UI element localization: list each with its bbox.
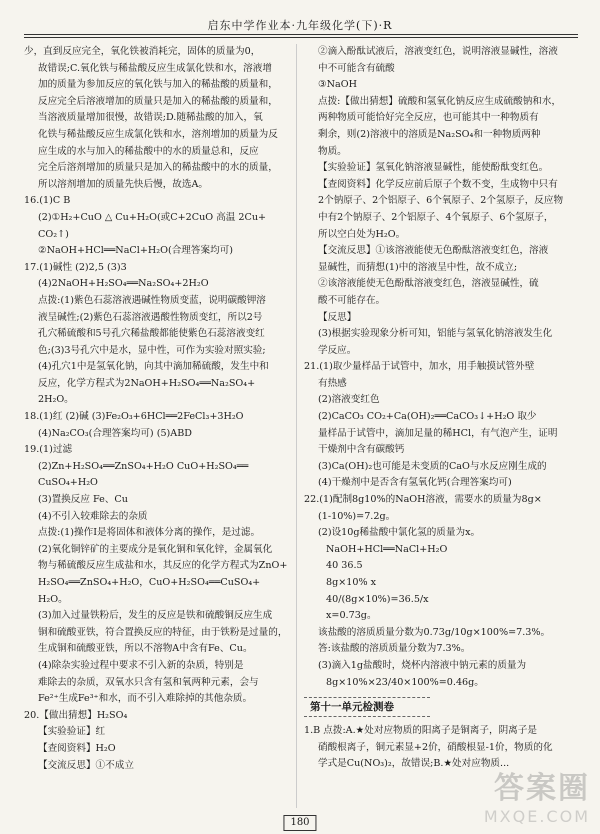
header-title: 启东中学作业本·九年级化学(下)·R <box>207 19 393 32</box>
text-line: H₂SO₄══ZnSO₄+H₂O，CuO+H₂SO₄══CuSO₄+ <box>38 577 261 588</box>
text-line: 酸不可能存在。 <box>318 294 386 306</box>
text-line: (4)不引入较难除去的杂质 <box>38 510 148 522</box>
text-line: 所以空白处为H₂O。 <box>318 228 406 240</box>
text-line: 剩余，则(2)溶液中的溶质是Na₂SO₄和一种物质两种 <box>318 128 541 140</box>
answer-17: 17.(1)碱性 (2)2,5 (3)3 <box>24 261 127 273</box>
text-line: 中有2个钠原子、2个铝原子、4个氧原子、6个氢原子， <box>318 211 554 223</box>
text-line: 两种物质可能恰好完全反应，也可能其中一种物质有 <box>318 112 539 124</box>
equation-line: NaOH+HCl══NaCl+H₂O <box>326 543 448 555</box>
text-line: 【查阅资料】化学反应前后原子个数不变，生成物中只有 <box>318 178 558 190</box>
text-line: 中不可能含有硫酸 <box>318 62 395 74</box>
text-line: 应生成的水与加入的稀盐酸中的水的质量总和，反应 <box>38 145 259 157</box>
text-line: 干燥剂中含有碳酸钙 <box>318 444 405 456</box>
equation-line: 40/(8g×10%)=36.5/x <box>326 593 429 605</box>
text-line: 【实验验证】红 <box>38 726 106 738</box>
equation-line: x=0.73g。 <box>326 610 377 622</box>
text-line: 色;(3)3号孔穴中是水，显中性，可作为实验对照实验; <box>38 344 266 356</box>
left-column <box>24 44 290 774</box>
text-line: 铜和硫酸亚铁，符合置换反应的特征，由于铁粉是过量的， <box>38 626 288 638</box>
text-line: (4)2NaOH+H₂SO₄══Na₂SO₄+2H₂O <box>38 278 209 290</box>
text-line: ②滴入酚酞试液后，溶液变红色，说明溶液显碱性，溶液 <box>318 46 558 57</box>
text-line: 该盐酸的溶质质量分数为0.73g/10g×100%=7.3%。 <box>318 626 551 638</box>
text-line: 答:该盐酸的溶质质量分数为7.3%。 <box>318 643 471 655</box>
text-line: CO₂↑) <box>38 228 69 240</box>
hint-line: 点拨:(1)操作Ⅰ是将固体和液体分离的操作，是过滤。 <box>38 527 261 539</box>
text-line: 学反应。 <box>318 344 357 356</box>
text-line: 【交流反思】①该溶液能使无色酚酞溶液变红色，溶液 <box>318 245 549 257</box>
text-line: 所以溶剂增加的质量先快后慢，故选A。 <box>38 178 209 190</box>
text-line: 有热感 <box>318 377 347 389</box>
text-line: 物质。 <box>318 145 347 157</box>
answer-18: 18.(1)红 (2)碱 (3)Fe₂O₃+6HCl══2FeCl₃+3H₂O <box>24 411 244 423</box>
text-line: (2)①H₂+CuO △ Cu+H₂O(或C+2CuO 高温 2Cu+ <box>38 211 267 223</box>
text-line: (4)孔穴1中是氢氧化钠，向其中滴加稀硫酸，发生中和 <box>38 361 269 373</box>
watermark-text: 答案圈 <box>494 771 590 806</box>
text-line: (2)氧化铜锌矿的主要成分是氧化铜和氧化锌，金属氧化 <box>38 543 273 555</box>
text-line: 液呈碱性;(2)紫色石蕊溶液遇酸性物质变红，所以2号 <box>38 311 263 323</box>
answer-21: 21.(1)取少量样品于试管中，加水，用手触摸试管外壁 <box>304 361 535 373</box>
text-line: 化铁与稀盐酸反应生成氯化铁和水，溶剂增加的质量为反 <box>38 128 278 140</box>
text-line: 【查阅资料】H₂O <box>38 742 116 754</box>
equation-line: 8g×10% x <box>326 577 377 588</box>
column-divider <box>296 44 297 808</box>
text-line: 故错误;C.氧化铁与稀盐酸反应生成氯化铁和水，溶液增 <box>38 62 272 74</box>
hint-line: 点拨:【做出猜想】硫酸和氢氧化钠反应生成硫酸钠和水， <box>318 95 562 107</box>
text-line: 【实验验证】氢氧化钠溶液显碱性，能使酚酞变红色。 <box>318 162 549 174</box>
text-line: 【反思】 <box>318 311 357 323</box>
answer-20: 20.【做出猜想】H₂SO₄ <box>24 709 128 721</box>
text-line: 少，直到反应完全，氧化铁被消耗完，固体的质量为0， <box>24 46 261 57</box>
text-line: CuSO₄+H₂O <box>38 477 98 489</box>
text-line: 孔穴稀硫酸和5号孔穴稀盐酸都能使紫色石蕊溶液变红 <box>38 328 265 340</box>
text-line: 物与稀硫酸反应生成盐和水，其反应的化学方程式为ZnO+ <box>38 560 288 572</box>
text-line: 【交流反思】①不成立 <box>38 759 134 771</box>
answer-19: 19.(1)过滤 <box>24 444 73 456</box>
text-line: 量样品于试管中，滴加足量的稀HCl，有气泡产生，证明 <box>318 427 558 439</box>
text-line: (3)置换反应 Fe、Cu <box>38 494 128 506</box>
text-line: (3)根据实验现象分析可知，铝能与氢氧化钠溶液发生化 <box>318 328 553 340</box>
text-line: 硝酸根离子，铜元素显+2价，硝酸根显-1价，物质的化 <box>318 741 553 753</box>
text-line: 学式是Cu(NO₃)₂，故错误;B.★处对应物质... <box>318 758 510 770</box>
text-line: (2)设10g稀盐酸中氯化氢的质量为x。 <box>318 527 481 539</box>
text-line: (2)溶液变红色 <box>318 394 380 406</box>
hint-line: 点拨:(1)紫色石蕊溶液遇碱性物质变蓝，说明碳酸钾溶 <box>38 294 266 306</box>
text-line: 显碱性，而猜想(1)中的溶液呈中性，故不成立; <box>318 261 518 273</box>
watermark-logo <box>484 763 590 826</box>
text-line: (3)加入过量铁粉后，发生的反应是铁和硫酸铜反应生成 <box>38 610 273 622</box>
text-line: (1-10%)=7.2g。 <box>318 510 396 522</box>
page-number: 180 <box>283 815 316 831</box>
header-rule-2 <box>24 37 578 38</box>
text-line: (2)Zn+H₂SO₄══ZnSO₄+H₂O CuO+H₂SO₄══ <box>38 460 249 472</box>
text-line: 8g×10%×23/40×100%=0.46g。 <box>326 676 484 688</box>
text-line: H₂O。 <box>38 593 68 605</box>
text-line: (2)CaCO₃ CO₂+Ca(OH)₂══CaCO₃↓+H₂O 取少 <box>318 411 537 423</box>
equation-line: 40 36.5 <box>326 560 363 572</box>
text-line: (3)Ca(OH)₂也可能是未变质的CaO与水反应刚生成的 <box>318 460 547 472</box>
text-line: Fe²⁺生成Fe³⁺和水，而不引入难除掉的其他杂质。 <box>38 693 253 705</box>
text-line: 反应完全后溶液增加的质量只是加入的稀盐酸的质量和， <box>38 95 278 107</box>
text-line: (4)除杂实验过程中要求不引入新的杂质，特别是 <box>38 659 244 671</box>
text-line: 反应，化学方程式为2NaOH+H₂SO₄══Na₂SO₄+ <box>38 377 256 389</box>
section-title: 第十一单元检测卷 <box>304 697 430 717</box>
text-line: ②NaOH+HCl══NaCl+H₂O(合理答案均可) <box>38 245 233 257</box>
header-rule <box>24 34 578 35</box>
text-line: 完全后溶剂增加的质量只是加入的稀盐酸中的水的质量， <box>38 162 278 174</box>
answer-16: 16.(1)C B <box>24 195 71 207</box>
text-line: ③NaOH <box>318 79 357 91</box>
text-line: (4)干燥剂中是否含有氢氧化钙(合理答案均可) <box>318 477 512 489</box>
text-line: (4)Na₂CO₃(合理答案均可) (5)ABD <box>38 427 192 439</box>
answer-1: 1.B 点拨:A.★处对应物质的阳离子是铜离子，阴离子是 <box>304 725 537 737</box>
text-line: 生成铜和硫酸亚铁，所以不溶物A中含有Fe、Cu。 <box>38 643 253 655</box>
text-line: (3)滴入1g盐酸时，烧杯内溶液中钠元素的质量为 <box>318 659 527 671</box>
right-column <box>304 44 576 773</box>
text-line: 2H₂O。 <box>38 394 74 406</box>
text-line: 难除去的杂质，双氧水只含有氢和氧两种元素，会与 <box>38 676 259 688</box>
text-line: 2个钠原子、2个铝原子、6个氧原子、2个氢原子，反应物 <box>318 195 564 207</box>
answer-22: 22.(1)配制8g10%的NaOH溶液，需要水的质量为8g× <box>304 494 542 506</box>
watermark-url: MXQE.COM <box>483 807 590 826</box>
text-line: ②该溶液能使无色酚酞溶液变红色，溶液显碱性，硫 <box>318 278 539 290</box>
text-line: 加的质量为参加反应的氧化铁与加入的稀盐酸的质量和， <box>38 79 278 91</box>
page-header <box>0 14 600 34</box>
text-line: 当溶液质量增加很慢，故错误;D.随稀盐酸的加入，氧 <box>38 112 263 124</box>
